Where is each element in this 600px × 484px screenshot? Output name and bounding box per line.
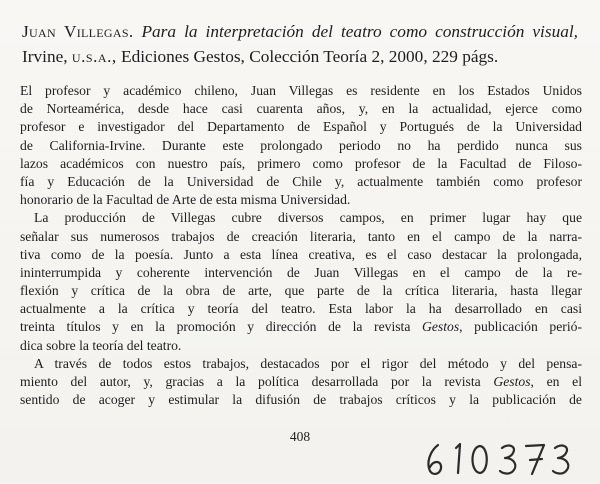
text-line: lazos académicos con nuestro país, primero como profesor de la Facultad de Filoso- — [20, 155, 582, 171]
paragraph-end-line: dica sobre la teoría del teatro. — [20, 337, 182, 353]
paragraph-start-line: La producción de Villegas cubre diversos campos, en primer lugar hay que — [34, 210, 582, 226]
text-line: señalar sus numerosos trabajos de creación literaria, tanto en el campo de la narra- — [20, 228, 582, 244]
text-line: treinta títulos y en la promoción y dirección de la revista Gestos, publicación perió- — [20, 319, 583, 335]
text-line: de California-Irvine. Durante este prolongado periodo no ha perdido nunca sus — [20, 137, 582, 153]
book-author: Juan Villegas. — [22, 22, 134, 41]
bibliographic-header — [22, 19, 578, 69]
text-line: ininterrumpida y coherente intervención de Juan Villegas en el campo de la re- — [20, 264, 582, 280]
book-title: Para la interpretación del teatro como construcción visual, — [141, 22, 578, 41]
text-line: flexión y crítica de la obra de arte, que parte de la crítica literaria, hasta llegar — [20, 283, 582, 299]
publication-country: u.s.a., — [71, 47, 117, 66]
publication-place: Irvine, — [22, 47, 68, 66]
page-number: 408 — [289, 429, 311, 444]
text-line: sentido de acoger y estimular la difusión de trabajos críticos y la publicación de — [20, 392, 582, 408]
text-line: actualmente a la crítica y teoría del teatro. Esta labor la ha desarrollado en casi — [20, 301, 582, 317]
text-line: fía y Educación de la Universidad de Chile y, actualmente también como profesor — [20, 173, 582, 189]
handwritten-number-drawing — [422, 439, 582, 479]
journal-name: Gestos — [422, 319, 460, 335]
text-line: miento del autor, y, gracias a la política desarrollada por la revista Gestos, en el — [20, 374, 582, 389]
paragraph-start-line: A través de todos estos trabajos, destacados por el rigor del método y del pensa- — [34, 355, 582, 371]
text-line: profesor e investigador del Departamento de Español y Portugués de la Universidad — [20, 119, 582, 135]
paragraph-end-line: honorario de la Facultad de Arte de esta misma Universidad. — [20, 192, 351, 208]
text-line: de Norteamérica, desde hace casi cuarenta años, y, en la actualidad, ejerce como — [20, 101, 582, 117]
text-line: El profesor y académico chileno, Juan Villegas es residente en los Estados Unidos — [20, 83, 582, 98]
journal-name: Gestos — [493, 374, 531, 389]
handwritten-inventory-number — [422, 439, 582, 484]
review-body — [20, 82, 582, 409]
text-line: tiva como de la poesía. Junto a esta línea creativa, es el caso destacar la prolongada, — [20, 246, 582, 262]
publication-details: Ediciones Gestos, Colección Teoría 2, 2000, 229 págs. — [121, 47, 499, 66]
